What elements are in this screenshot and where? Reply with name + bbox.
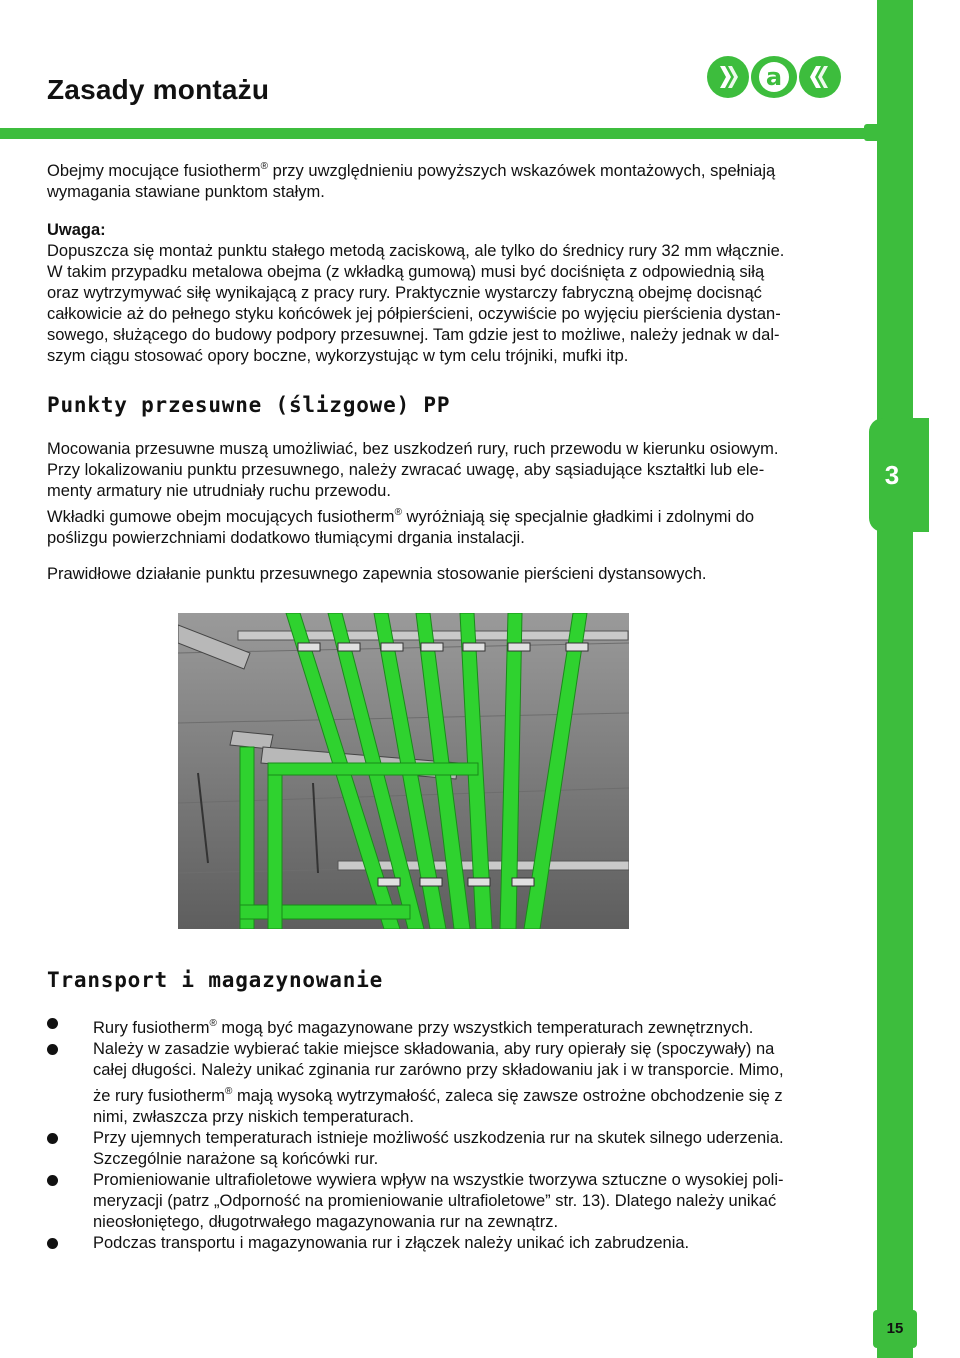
note-line: Dopuszcza się montaż punktu stałego metodą zaciskową, ale tylko do średnicy rury 32 mm włącznie. (47, 242, 785, 260)
sliding-line: Przy lokalizowaniu punktu przesuwnego, należy zwracać uwagę, aby sąsiadujące kształtki lub ele- (47, 461, 765, 479)
bullet-text: mają wysoką wytrzymałość, zaleca się zawsze ostrożne obchodzenie się z (237, 1087, 783, 1105)
logo-center-mark (751, 56, 797, 98)
sliding-line: wyróżniają się specjalnie gładkimi i zdolnymi do (406, 508, 755, 526)
spacer-note: Prawidłowe działanie punktu przesuwnego zapewnia stosowanie pierścieni dystansowych. (47, 565, 707, 583)
list-item (47, 1039, 842, 1128)
intro-text: wymagania stawiane punktom stałym. (47, 183, 325, 201)
note-label: Uwaga: (47, 221, 106, 239)
section-heading-sliding: Punkty przesuwne (ślizgowe) PP (47, 393, 451, 417)
note-block (47, 220, 842, 367)
sliding-paragraph (47, 439, 842, 549)
bullet-text: Należy w zasadzie wybierać takie miejsce składowania, aby rury opierały się (spoczywały) na (93, 1040, 775, 1058)
bullet-dot-icon (47, 1044, 58, 1055)
bullet-text: całej długości. Należy unikać zginania rur zarówno przy składowaniu jak i w transporcie. Mimo, (93, 1061, 784, 1079)
brand-logo (706, 54, 842, 100)
chapter-tab (869, 418, 929, 532)
bullet-dot-icon (47, 1175, 58, 1186)
registered-mark: ® (260, 161, 269, 172)
bullet-text: meryzacji (patrz „Odporność na promieniowanie ultrafioletowe” str. 13). Dlatego należy unikać (93, 1192, 777, 1210)
bullet-dot-icon (47, 1018, 58, 1029)
list-item (47, 1170, 842, 1233)
sliding-line: menty armatury nie utrudniały ruchu przewodu. (47, 482, 391, 500)
note-line: całkowicie aż do pełnego styku końcówek jej półpierścieni, oczywiście po wyjęciu pierścienia dystan- (47, 305, 781, 323)
note-line: sowego, służącego do budowy podpory przesuwnej. Tam gdzie jest to możliwe, należy jednak w dal- (47, 326, 780, 344)
bullet-text: nimi, zwłaszcza przy niskich temperaturach. (93, 1108, 414, 1126)
pipe-installation-photo (178, 613, 629, 929)
page-number-badge (873, 1310, 917, 1348)
intro-text: przy uwzględnieniu powyższych wskazówek montażowych, spełniają (272, 162, 776, 180)
header-bar-joint (864, 124, 880, 141)
sliding-line: poślizgu powierzchniami dodatkowo tłumiącymi drgania instalacji. (47, 529, 525, 547)
chapter-number: 3 (884, 460, 900, 490)
list-item (47, 1128, 842, 1170)
pipe-installation-illustration (178, 613, 629, 929)
bullet-text: Promieniowanie ultrafioletowe wywiera wpływ na wszystkie tworzywa sztuczne o wysokiej poli- (93, 1171, 784, 1189)
intro-text: Obejmy mocujące fusiotherm (47, 162, 261, 180)
note-line: oraz wytrzymywać siłę wynikającą z pracy rury. Praktycznie wystarczy fabryczną obejmę docisnąć (47, 284, 762, 302)
note-line: szym ciągu stosować opory boczne, wykorzystując w tym celu trójniki, mufki itp. (47, 347, 629, 365)
bullet-text: Podczas transportu i magazynowania rur i złączek należy unikać ich zabrudzenia. (93, 1234, 690, 1252)
section-heading-transport: Transport i magazynowanie (47, 968, 384, 992)
registered-mark: ® (394, 507, 402, 518)
page-title: Zasady montażu (47, 74, 270, 105)
page-number: 15 (886, 1320, 904, 1337)
bullet-text: Rury fusiotherm (93, 1019, 210, 1037)
intro-paragraph (47, 156, 842, 203)
note-line: W takim przypadku metalowa obejma (z wkładką gumową) musi być dociśnięta z odpowiednią siłą (47, 263, 765, 281)
header-green-bar (0, 128, 878, 139)
sliding-line: Wkładki gumowe obejm mocujących fusiotherm (47, 508, 395, 526)
list-item (47, 1013, 842, 1039)
registered-mark: ® (209, 1018, 217, 1029)
list-item (47, 1233, 842, 1254)
green-side-rail (877, 0, 913, 1358)
bullet-text: nieosłoniętego, długotrwałego magazynowania rur na zewnątrz. (93, 1213, 559, 1231)
bullet-text: Szczególnie narażone są końcówki rur. (93, 1150, 379, 1168)
bullet-text: że rury fusiotherm (93, 1087, 226, 1105)
bullet-text: mogą być magazynowane przy wszystkich temperaturach zewnętrznych. (221, 1019, 754, 1037)
registered-mark: ® (225, 1086, 233, 1097)
bullet-text: Przy ujemnych temperaturach istnieje możliwość uszkodzenia rur na skutek silnego uderzenia. (93, 1129, 784, 1147)
bullet-dot-icon (47, 1238, 58, 1249)
sliding-line: Mocowania przesuwne muszą umożliwiać, bez uszkodzeń rury, ruch przewodu w kierunku osiowym. (47, 440, 779, 458)
logo-letter: a (765, 63, 783, 91)
bullet-dot-icon (47, 1133, 58, 1144)
transport-bullet-list (47, 1013, 842, 1254)
